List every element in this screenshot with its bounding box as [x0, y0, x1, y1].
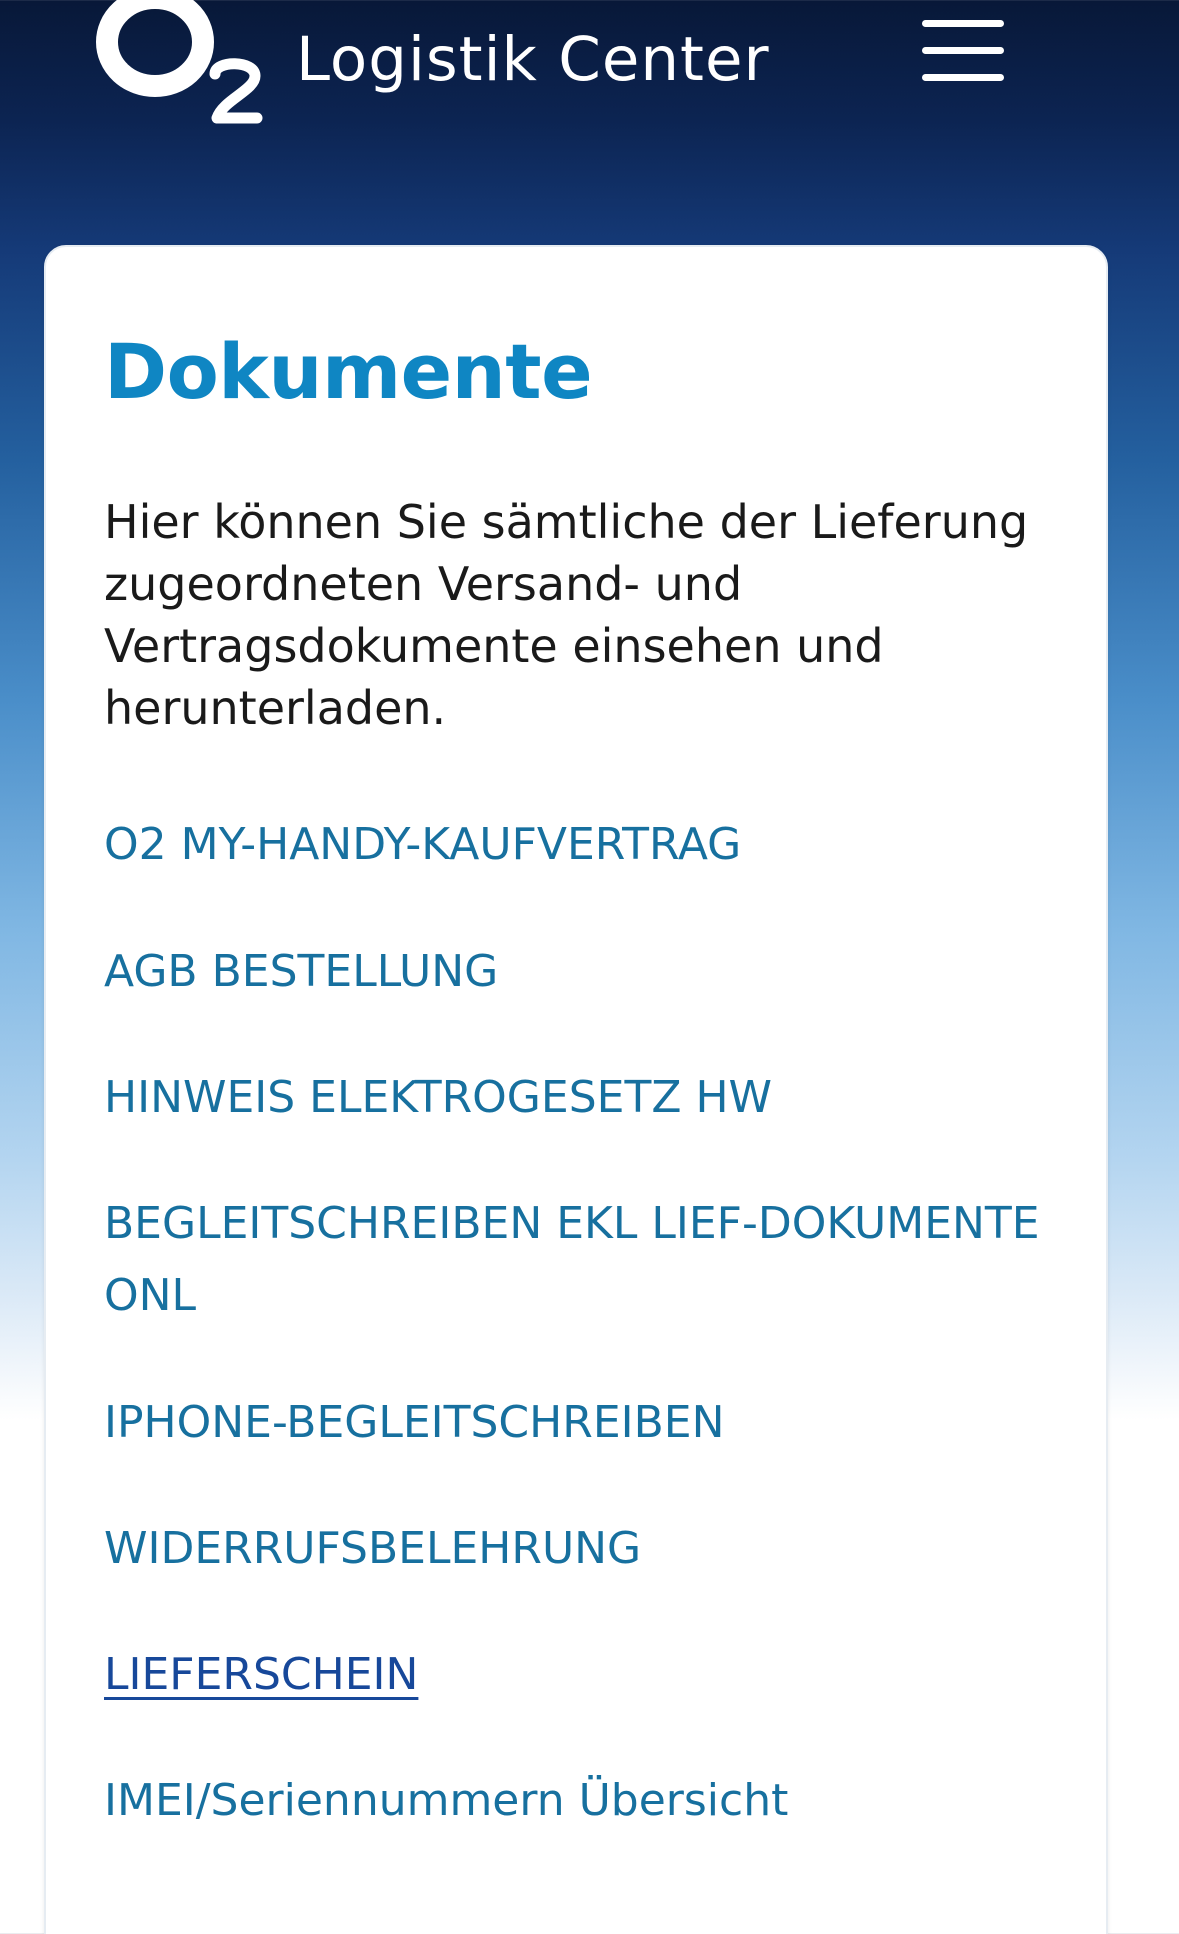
- documents-card: [44, 245, 1108, 1934]
- document-link-hinweis-elektrogesetz[interactable]: HINWEIS ELEKTROGESETZ HW: [104, 1072, 773, 1123]
- hamburger-menu-icon[interactable]: [922, 18, 1006, 84]
- document-link-begleitschreiben-ekl[interactable]: BEGLEITSCHREIBEN EKL LIEF-DOKUMENTE ONL: [104, 1198, 1040, 1321]
- menu-bar-bottom: [922, 74, 1004, 81]
- header-title: Logistik Center: [296, 24, 770, 95]
- o2-logo[interactable]: [95, 0, 265, 132]
- document-link-agb-bestellung[interactable]: AGB BESTELLUNG: [104, 946, 499, 997]
- document-link-imei-uebersicht[interactable]: IMEI/Seriennummern Übersicht: [104, 1775, 789, 1826]
- document-link-lieferschein[interactable]: LIEFERSCHEIN: [104, 1649, 419, 1700]
- page-title: Dokumente: [104, 327, 593, 416]
- documents-description: Hier können Sie sämtliche der Lieferung zugeordneten Versand- und Vertragsdokumente einsehen und herunterladen.: [104, 495, 1029, 735]
- o2-logo-graphic: [95, 0, 265, 132]
- document-link-iphone-begleitschreiben[interactable]: IPHONE-BEGLEITSCHREIBEN: [104, 1397, 725, 1448]
- menu-bar-middle: [922, 47, 1004, 54]
- app-header: [0, 0, 1179, 160]
- document-link-kaufvertrag[interactable]: O2 MY-HANDY-KAUFVERTRAG: [104, 819, 742, 870]
- menu-bar-top: [922, 20, 1004, 27]
- document-link-widerrufsbelehrung[interactable]: WIDERRUFSBELEHRUNG: [104, 1523, 642, 1574]
